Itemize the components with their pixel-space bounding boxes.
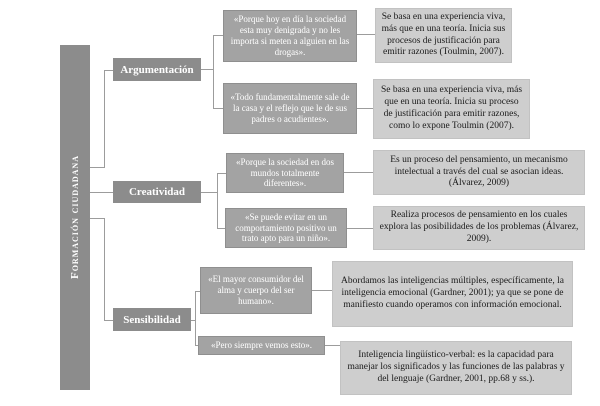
connector-argumentacion-branch2 <box>213 108 223 109</box>
quote-box-creatividad-2: «Se puede evitar en un comportamiento positivo un trato apto para un niño». <box>225 208 347 248</box>
category-node-creatividad: Creatividad <box>113 181 201 203</box>
category-node-argumentacion: Argumentación <box>113 58 201 81</box>
connector-creatividad-branch2 <box>217 228 225 229</box>
connector-quote-explanation-6 <box>325 345 340 346</box>
connector-root-creatividad <box>90 192 113 193</box>
connector-creatividad-stem <box>201 192 217 193</box>
explanation-box-argumentacion-2: Se basa en una experiencia viva, más que en una teoría. Inicia su proceso de justificación para emitir razones, como lo expone Toulmin (2007). <box>373 79 530 139</box>
connector-sensibilidad-bracket <box>195 291 196 346</box>
explanation-box-argumentacion-1: Se basa en una experiencia viva, más que en una teoría. Inicia sus procesos de justificación para emitir razones (Toulmin, 2007). <box>375 8 512 63</box>
connector-quote-explanation-2 <box>357 108 373 109</box>
connector-argumentacion-stem <box>201 69 213 70</box>
connector-argumentacion-bracket <box>213 35 214 109</box>
connector-root-argumentacion-h2 <box>104 70 113 71</box>
quote-box-argumentacion-2: «Todo fundamentalmente sale de la casa y el reflejo que le de sus padres o acudientes». <box>223 83 357 134</box>
connector-quote-explanation-1 <box>357 34 375 35</box>
root-node-label: Formación ciudadana <box>69 155 81 280</box>
connector-quote-explanation-4 <box>347 228 373 229</box>
explanation-box-sensibilidad-1: Abordamos las inteligencias múltiples, específicamente, la inteligencia emocional (Gardner, 2001); ya que se pone de manifiesto cuando operamos con información emocional. <box>332 261 573 327</box>
category-node-sensibilidad: Sensibilidad <box>113 308 191 331</box>
connector-root-argumentacion-h1 <box>90 167 104 168</box>
connector-sensibilidad-branch1 <box>195 291 200 292</box>
connector-root-sensibilidad-h1 <box>90 218 104 219</box>
connector-root-sensibilidad-h2 <box>104 320 113 321</box>
connector-sensibilidad-branch2 <box>195 345 198 346</box>
connector-quote-explanation-5 <box>312 290 332 291</box>
explanation-box-sensibilidad-2: Inteligencia lingüístico-verbal: es la capacidad para manejar los significados y las funciones de las palabras y del lenguaje (Gardner, 2001, pp.68 y ss.). <box>340 341 572 395</box>
connector-root-argumentacion-v <box>104 70 105 168</box>
connector-creatividad-branch1 <box>217 173 226 174</box>
connector-argumentacion-branch1 <box>213 35 223 36</box>
quote-box-sensibilidad-1: «El mayor consumidor del alma y cuerpo del ser humano». <box>200 267 312 314</box>
explanation-box-creatividad-1: Es un proceso del pensamiento, un mecanismo intelectual a través del cual se asocian ideas. (Álvarez, 2009) <box>373 150 585 195</box>
quote-box-creatividad-1: «Porque la sociedad en dos mundos totalmente diferentes». <box>226 153 344 193</box>
explanation-box-creatividad-2: Realiza procesos de pensamiento en los cuales explora las posibilidades de los problemas (Álvarez, 2009). <box>373 206 585 250</box>
quote-box-argumentacion-1: «Porque hoy en día la sociedad esta muy denigrada y no les importa si meten a alguien en las drogas». <box>223 10 357 62</box>
connector-root-sensibilidad-v <box>104 218 105 321</box>
root-node-formacion-ciudadana <box>60 45 90 390</box>
quote-box-sensibilidad-2: «Pero siempre vemos esto». <box>198 336 325 355</box>
connector-creatividad-bracket <box>217 173 218 229</box>
connector-quote-explanation-3 <box>344 172 373 173</box>
